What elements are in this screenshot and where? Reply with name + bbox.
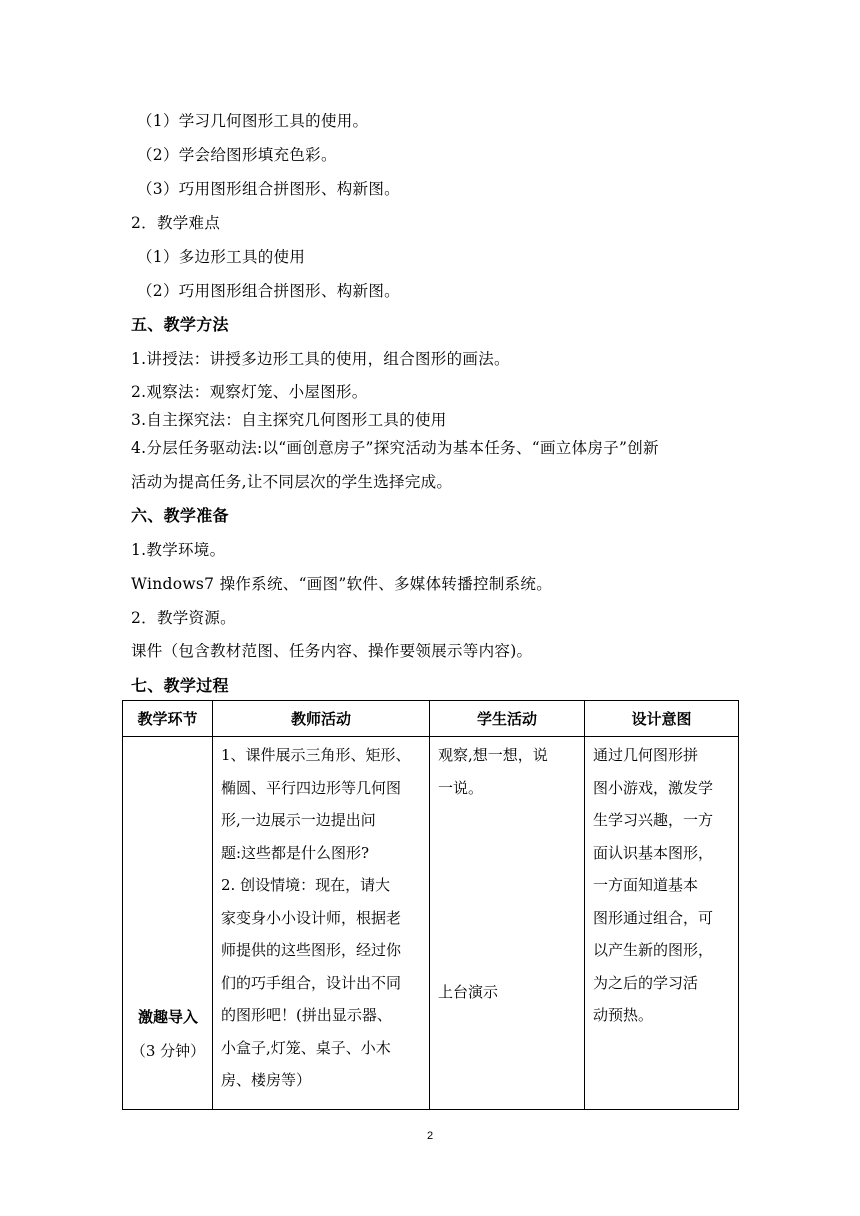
difficulty-item-1: （1）多边形工具的使用 [137, 248, 306, 266]
prep-item-2: 2．教学资源。 [131, 609, 236, 627]
intent-line: 一方面知道基本 [593, 876, 699, 894]
teacher-line: 的图形吧！(拼出显示器、 [221, 1006, 392, 1024]
intent-line: 图小游戏，激发学 [593, 778, 714, 797]
method-item-3: 3.自主探究法：自主探究几何图形工具的使用 [131, 411, 447, 429]
student-line: 观察,想一想，说 [438, 746, 548, 764]
goal-item-3: （3）巧用图形组合拼图形、构新图。 [137, 180, 400, 198]
teacher-line: 家变身小小设计师，根据老 [221, 908, 402, 927]
section-heading-process: 七、教学过程 [131, 676, 229, 695]
stage-time: （3 分钟） [130, 1042, 206, 1060]
intent-line: 生学习兴趣，一方 [593, 811, 714, 829]
student-activity-cell [430, 737, 585, 1110]
teacher-line: 题:这些都是什么图形? [221, 843, 370, 862]
teacher-line: 2. 创设情境：现在，请大 [221, 876, 391, 894]
method-item-4: 4.分层任务驱动法:以“画创意房子”探究活动为基本任务、“画立体房子”创新 [131, 439, 659, 457]
goal-item-2: （2）学会给图形填充色彩。 [137, 146, 337, 164]
teaching-process-table [122, 700, 739, 1110]
intent-line: 为之后的学习活 [593, 973, 699, 992]
teacher-line: 房、楼房等） [221, 1071, 312, 1089]
intent-line: 通过几何图形拼 [593, 746, 699, 764]
method-item-4-cont: 活动为提高任务,让不同层次的学生选择完成。 [131, 473, 453, 491]
method-item-1: 1.讲授法：讲授多边形工具的使用，组合图形的画法。 [131, 350, 510, 368]
teacher-line: 1、课件展示三角形、矩形、 [221, 746, 411, 764]
design-intent-cell [585, 737, 739, 1110]
subheading-difficulty: 2．教学难点 [131, 214, 221, 232]
teacher-line: 椭圆、平行四边形等几何图 [221, 778, 402, 797]
section-heading-methods: 五、教学方法 [131, 315, 229, 334]
goal-item-1: （1）学习几何图形工具的使用。 [137, 112, 369, 130]
table-header-row [123, 701, 739, 737]
section-heading-preparation: 六、教学准备 [131, 506, 229, 525]
header-stage: 教学环节 [123, 701, 213, 737]
intent-line: 图形通过组合，可 [593, 908, 714, 927]
teacher-line: 们的巧手组合，设计出不同 [221, 973, 402, 992]
prep-item-1: 1.教学环境。 [131, 541, 226, 559]
teacher-line: 小盒子,灯笼、桌子、小木 [221, 1038, 391, 1057]
student-action: 上台演示 [438, 983, 499, 1001]
prep-resources: 课件（包含教材范图、任务内容、操作要领展示等内容)。 [131, 642, 533, 660]
teacher-activity-cell [213, 737, 430, 1110]
header-teacher-activity: 教师活动 [213, 701, 430, 737]
teacher-line: 形,一边展示一边提出问 [221, 811, 376, 829]
stage-name: 激趣导入 [137, 1008, 198, 1026]
method-item-2: 2.观察法：观察灯笼、小屋图形。 [131, 383, 368, 401]
intent-line: 以产生新的图形， [593, 941, 714, 959]
intent-line: 动预热。 [593, 1006, 654, 1024]
page-number: 2 [426, 1130, 434, 1142]
header-student-activity: 学生活动 [430, 701, 585, 737]
teacher-line: 师提供的这些图形，经过你 [221, 941, 402, 959]
intent-line: 面认识基本图形， [593, 843, 714, 862]
stage-cell [123, 737, 213, 1110]
prep-environment: Windows7 操作系统、“画图”软件、多媒体转播控制系统。 [131, 575, 553, 593]
header-design-intent: 设计意图 [585, 701, 739, 737]
table-row [123, 737, 739, 1110]
difficulty-item-2: （2）巧用图形组合拼图形、构新图。 [137, 282, 400, 300]
student-line: 一说。 [438, 778, 484, 797]
